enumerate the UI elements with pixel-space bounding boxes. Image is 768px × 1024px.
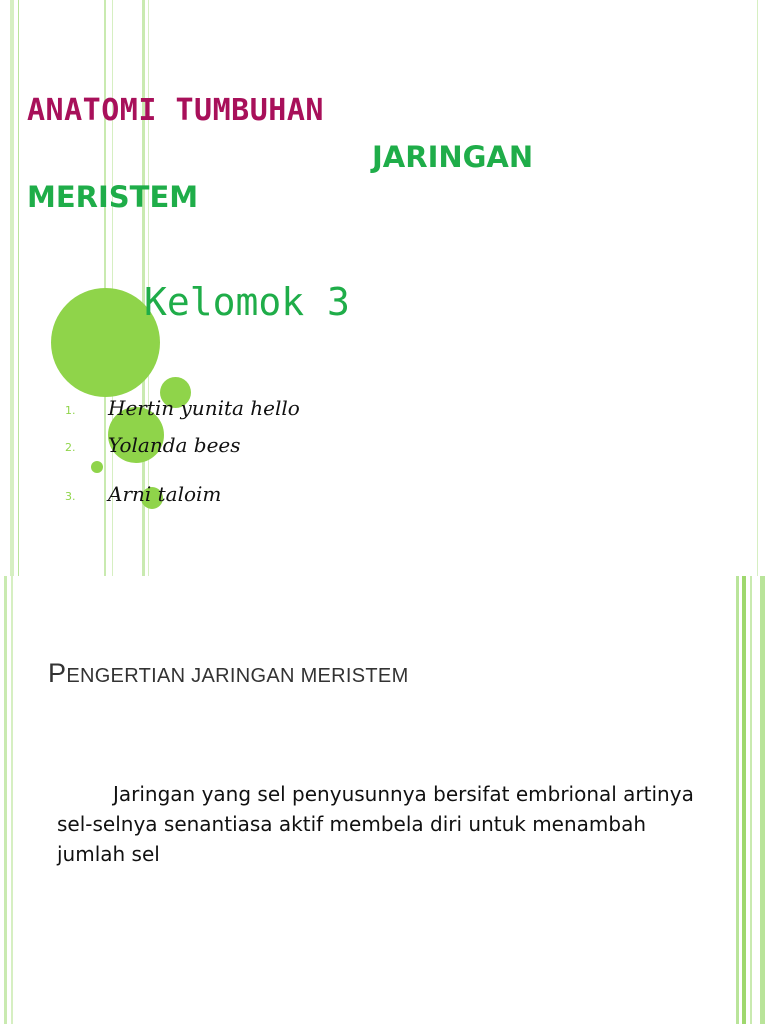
stripe-decoration — [742, 576, 746, 1024]
stripe-decoration — [750, 576, 752, 1024]
slide-title-line-2: JARINGAN — [372, 140, 534, 174]
slide-title-line-3: MERISTEM — [27, 180, 199, 214]
body-text: Jaringan yang sel penyusunnya bersifat embrional artinya sel-selnya senantiasa aktif membela diri untuk menambah jumlah sel — [57, 782, 694, 866]
slide-title-line-1: ANATOMI TUMBUHAN — [27, 93, 324, 128]
stripe-decoration — [11, 576, 13, 1024]
list-number: 1. — [65, 404, 76, 417]
heading-text: ENGERTIAN JARINGAN MERISTEM — [66, 665, 409, 687]
slide-heading — [48, 658, 409, 689]
circle-decoration — [91, 461, 103, 473]
member-name: Hertin yunita hello — [108, 396, 300, 420]
stripe-decoration — [10, 0, 14, 576]
member-name: Arni taloim — [108, 482, 222, 506]
list-number: 2. — [65, 441, 76, 454]
stripe-decoration — [757, 0, 758, 576]
list-number: 3. — [65, 490, 76, 503]
content-slide — [0, 576, 768, 1024]
stripe-decoration — [4, 576, 7, 1024]
member-name: Yolanda bees — [108, 433, 241, 457]
slide-body — [57, 779, 697, 869]
stripe-decoration — [736, 576, 739, 1024]
stripe-decoration — [18, 0, 19, 576]
group-label: Kelomok 3 — [144, 280, 350, 324]
stripe-decoration — [760, 576, 765, 1024]
heading-initial: P — [48, 658, 67, 688]
